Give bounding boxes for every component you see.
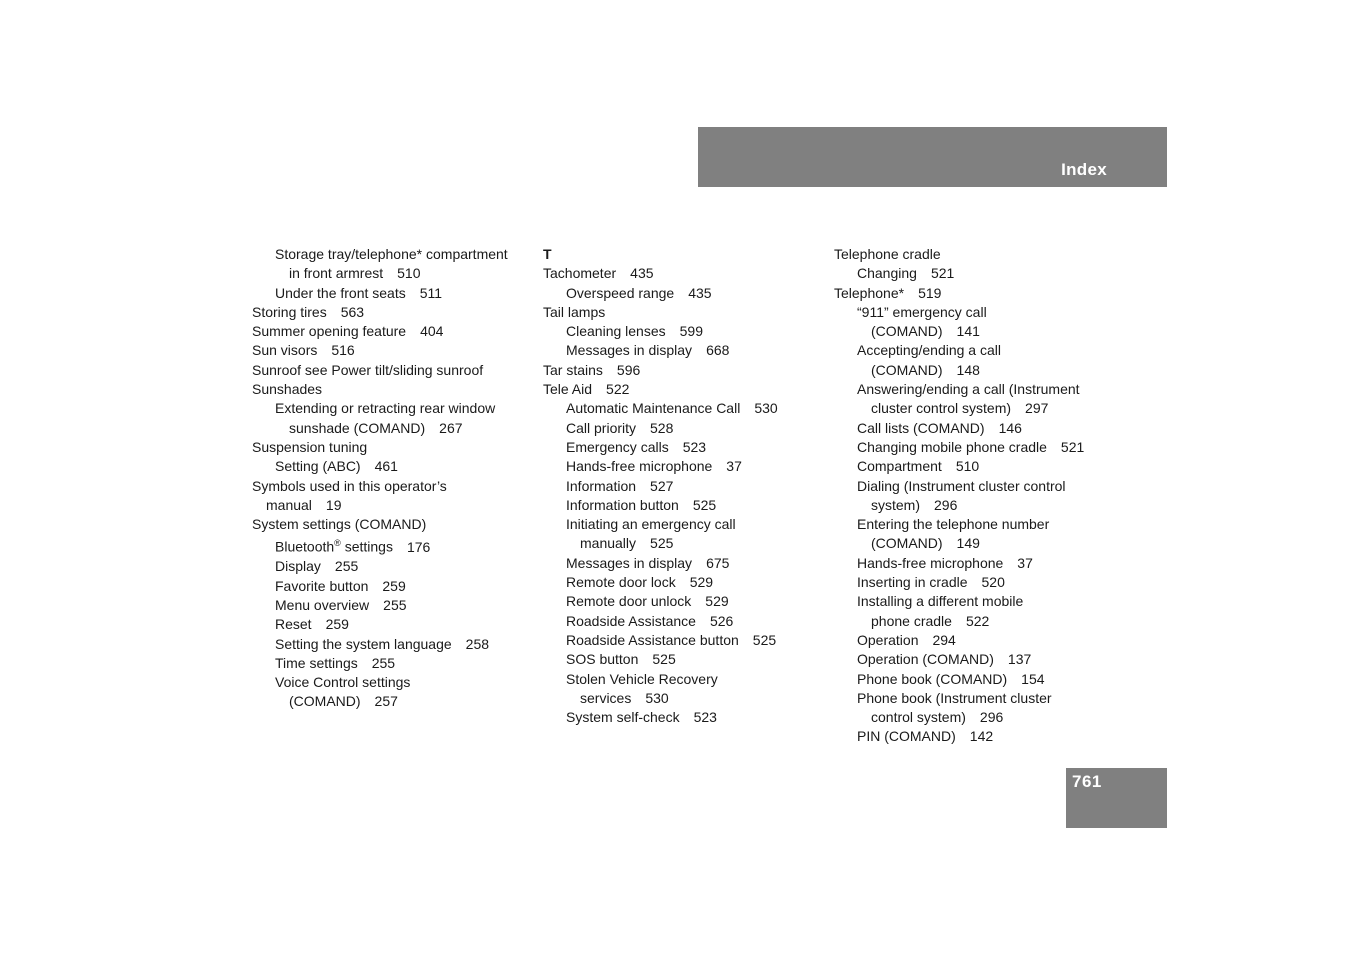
- page-reference: 435: [630, 265, 654, 282]
- index-column-2: [543, 245, 828, 727]
- entry-text: Changing: [857, 265, 917, 282]
- page-reference: 37: [726, 458, 742, 475]
- index-entry: [252, 654, 537, 673]
- index-entry: [834, 631, 1134, 650]
- entry-text: Call lists (COMAND): [857, 419, 985, 436]
- page-number: 761: [1072, 772, 1102, 791]
- index-column-1: [252, 245, 537, 712]
- page-reference: 149: [956, 535, 980, 552]
- index-entry: [543, 612, 828, 631]
- page-reference: 521: [930, 265, 955, 282]
- index-entry: [252, 534, 537, 557]
- entry-text: Favorite button: [275, 577, 369, 594]
- index-entry: [543, 284, 828, 303]
- entry-text: settings: [340, 539, 393, 556]
- page-reference: 137: [1007, 651, 1032, 668]
- entry-text: Roadside Assistance: [566, 612, 696, 629]
- entry-text: Inserting in cradle: [857, 574, 968, 591]
- entry-text: Changing mobile phone cradle: [857, 438, 1047, 455]
- page-reference: 297: [1025, 400, 1049, 417]
- page-reference: 516: [331, 342, 355, 359]
- page-reference: 435: [688, 284, 712, 301]
- entry-text: Messages in display: [566, 342, 693, 359]
- index-entry: [543, 399, 828, 418]
- page-reference: 529: [705, 593, 729, 610]
- index-entry: [543, 515, 828, 534]
- entry-text: “911” emergency call: [857, 303, 987, 320]
- header-bar: [698, 127, 1167, 187]
- index-entry: [543, 496, 828, 515]
- page-reference: 142: [969, 728, 994, 745]
- index-entry: [834, 727, 1134, 746]
- index-entry: [543, 573, 828, 592]
- index-entry: [543, 457, 828, 476]
- index-entry: [252, 635, 537, 654]
- entry-text: Information: [566, 477, 637, 494]
- entry-text: Remote door lock: [566, 574, 676, 591]
- page-reference: 526: [709, 612, 734, 629]
- index-entry: [834, 303, 1134, 322]
- page-reference: 563: [340, 303, 365, 320]
- entry-text: Accepting/ending a call: [857, 342, 1001, 359]
- page-reference: 267: [439, 419, 463, 436]
- entry-text: (COMAND): [871, 323, 943, 340]
- entry-text: Installing a different mobile: [857, 593, 1024, 610]
- page-reference: 529: [689, 574, 714, 591]
- index-entry: [543, 419, 828, 438]
- index-entry: [834, 341, 1134, 360]
- index-entry: [834, 361, 1134, 380]
- index-entry: [834, 670, 1134, 689]
- entry-text: Hands-free microphone: [566, 458, 713, 475]
- page-reference: 520: [981, 574, 1005, 591]
- entry-text: Remote door unlock: [566, 593, 692, 610]
- index-entry: [834, 284, 1134, 303]
- index-entry: [252, 496, 537, 515]
- page-reference: 596: [616, 361, 641, 378]
- index-entry: [252, 399, 537, 418]
- entry-text: Tar stains: [543, 361, 603, 378]
- entry-text: services: [580, 689, 632, 706]
- index-entry: [252, 673, 537, 692]
- page-reference: 148: [956, 361, 980, 378]
- entry-text: System settings (COMAND): [252, 516, 427, 533]
- entry-text: Reset: [275, 616, 312, 633]
- entry-text: Storage tray/telephone* compartment: [275, 246, 508, 262]
- entry-text: (COMAND): [871, 535, 943, 552]
- entry-text: Tachometer: [543, 265, 617, 282]
- index-entry: [252, 477, 537, 496]
- entry-text: phone cradle: [871, 612, 952, 629]
- index-entry: [543, 361, 828, 380]
- entry-text: Extending or retracting rear window: [275, 400, 496, 417]
- index-entry: [834, 380, 1134, 399]
- section-title: Index: [1061, 160, 1107, 179]
- index-entry: [834, 245, 1134, 264]
- index-entry: [834, 515, 1134, 534]
- index-entry: [834, 457, 1134, 476]
- entry-text: Answering/ending a call (Instrument: [857, 381, 1080, 398]
- entry-text: Stolen Vehicle Recovery: [566, 670, 718, 687]
- index-entry: [543, 380, 828, 399]
- entry-text: Under the front seats: [275, 284, 406, 301]
- index-entry: [543, 322, 828, 341]
- index-entry: [252, 577, 537, 596]
- index-entry: [834, 419, 1134, 438]
- page-reference: 521: [1060, 438, 1085, 455]
- index-entry: [543, 689, 828, 708]
- index-entry: [834, 592, 1134, 611]
- entry-text: Dialing (Instrument cluster control: [857, 477, 1066, 494]
- page-reference: 37: [1017, 554, 1033, 571]
- entry-text: Sunshades: [252, 381, 323, 398]
- entry-text: in front armrest: [289, 265, 384, 282]
- page-reference: 255: [334, 558, 359, 575]
- entry-text: Information button: [566, 496, 679, 513]
- page-reference: 525: [650, 535, 674, 552]
- page-reference: 511: [419, 284, 443, 301]
- entry-text: manually: [580, 535, 637, 552]
- page-reference: 530: [645, 689, 669, 706]
- index-entry: [252, 596, 537, 615]
- index-entry: [252, 380, 537, 399]
- index-entry: [543, 708, 828, 727]
- page-reference: 176: [406, 539, 431, 556]
- page-reference: 255: [371, 654, 396, 671]
- page-number-box: [1066, 768, 1167, 828]
- index-entry: [252, 264, 537, 283]
- entry-text: (COMAND): [289, 693, 361, 710]
- index-entry: [252, 515, 537, 534]
- page-reference: 530: [754, 400, 778, 417]
- index-entry: [252, 692, 537, 711]
- entry-text: Storing tires: [252, 303, 327, 320]
- page-reference: 141: [956, 323, 980, 340]
- entry-text: cluster control system): [871, 400, 1012, 417]
- entry-text: Emergency calls: [566, 438, 669, 455]
- entry-text: Phone book (Instrument cluster: [857, 689, 1052, 706]
- page-reference: 294: [932, 631, 956, 648]
- index-entry: [252, 341, 537, 360]
- entry-text: Setting (ABC): [275, 458, 361, 475]
- entry-text: Telephone*: [834, 284, 905, 301]
- index-entry: [834, 399, 1134, 418]
- entry-text: Sun visors: [252, 342, 318, 359]
- entry-text: Hands-free microphone: [857, 554, 1004, 571]
- entry-text: Entering the telephone number: [857, 516, 1050, 533]
- page-reference: 519: [918, 284, 942, 301]
- entry-text: Time settings: [275, 654, 358, 671]
- index-entry: [543, 631, 828, 650]
- entry-text: T: [543, 246, 552, 262]
- entry-text: control system): [871, 709, 966, 726]
- index-entry: [543, 303, 828, 322]
- index-entry: [252, 457, 537, 476]
- index-entry: [834, 322, 1134, 341]
- index-entry: [252, 438, 537, 457]
- entry-text: System self-check: [566, 709, 680, 726]
- page-reference: 255: [383, 597, 407, 613]
- entry-text: Tele Aid: [543, 381, 593, 398]
- page-reference: 461: [374, 458, 398, 475]
- entry-text: Sunroof see Power tilt/sliding sunroof: [252, 361, 484, 378]
- index-entry: [543, 245, 828, 264]
- entry-text: Operation (COMAND): [857, 651, 994, 668]
- entry-text: Roadside Assistance button: [566, 631, 739, 648]
- entry-text: Phone book (COMAND): [857, 670, 1008, 687]
- entry-text: Summer opening feature: [252, 323, 407, 340]
- index-entry: [834, 477, 1134, 496]
- entry-text: Cleaning lenses: [566, 323, 666, 340]
- index-entry: [252, 557, 537, 576]
- page-reference: 528: [650, 419, 674, 436]
- entry-text: Voice Control settings: [275, 674, 411, 691]
- page-reference: 668: [706, 342, 730, 359]
- registered-mark: ®: [334, 538, 341, 549]
- index-entry: [834, 612, 1134, 631]
- page-reference: 296: [979, 709, 1004, 726]
- entry-text: manual: [266, 496, 312, 513]
- page-reference: 522: [965, 612, 990, 629]
- entry-text: Messages in display: [566, 554, 693, 571]
- index-entry: [543, 670, 828, 689]
- page-reference: 510: [955, 458, 980, 475]
- page-reference: 523: [682, 438, 707, 455]
- index-entry: [834, 689, 1134, 708]
- index-entry: [252, 615, 537, 634]
- entry-text: Operation: [857, 631, 919, 648]
- entry-text: Menu overview: [275, 597, 370, 613]
- index-entry: [834, 438, 1134, 457]
- entry-text: Tail lamps: [543, 303, 606, 320]
- entry-text: Bluetooth: [275, 539, 335, 556]
- entry-text: Display: [275, 558, 321, 575]
- index-entry: [543, 341, 828, 360]
- entry-text: PIN (COMAND): [857, 728, 956, 745]
- index-entry: [543, 650, 828, 669]
- page-reference: 527: [650, 477, 674, 494]
- entry-text: system): [871, 496, 920, 513]
- page-reference: 510: [397, 265, 421, 282]
- page-reference: 525: [692, 496, 717, 513]
- entry-text: Automatic Maintenance Call: [566, 400, 741, 417]
- index-entry: [252, 322, 537, 341]
- index-entry: [252, 303, 537, 322]
- page-reference: 154: [1021, 670, 1045, 687]
- page-reference: 257: [374, 693, 398, 710]
- page-reference: 259: [325, 616, 349, 633]
- index-entry: [543, 554, 828, 573]
- page-reference: 522: [606, 381, 630, 398]
- index-entry: [834, 573, 1134, 592]
- page-reference: 525: [752, 631, 777, 648]
- index-entry: [543, 592, 828, 611]
- page-reference: 523: [693, 709, 717, 726]
- page-reference: 404: [420, 323, 444, 340]
- page-reference: 525: [652, 651, 676, 668]
- entry-text: Suspension tuning: [252, 438, 368, 455]
- index-entry: [543, 264, 828, 283]
- index-entry: [543, 534, 828, 553]
- index-entry: [543, 438, 828, 457]
- entry-text: Call priority: [566, 419, 637, 436]
- index-entry: [252, 419, 537, 438]
- index-entry: [834, 708, 1134, 727]
- entry-text: Initiating an emergency call: [566, 516, 736, 533]
- entry-text: Overspeed range: [566, 284, 675, 301]
- entry-text: Symbols used in this operator’s: [252, 477, 447, 494]
- index-column-3: [834, 245, 1134, 747]
- index-entry: [252, 361, 537, 380]
- entry-text: sunshade (COMAND): [289, 419, 426, 436]
- entry-text: Compartment: [857, 458, 942, 475]
- index-entry: [252, 245, 537, 264]
- entry-text: SOS button: [566, 651, 639, 668]
- page-reference: 259: [382, 577, 406, 594]
- page-reference: 258: [465, 635, 490, 652]
- index-entry: [834, 496, 1134, 515]
- entry-text: Setting the system language: [275, 635, 452, 652]
- entry-text: (COMAND): [871, 361, 943, 378]
- page-reference: 146: [998, 419, 1022, 436]
- index-entry: [834, 534, 1134, 553]
- page-reference: 599: [679, 323, 703, 340]
- index-entry: [834, 650, 1134, 669]
- entry-text: Telephone cradle: [834, 246, 941, 262]
- index-entry: [543, 477, 828, 496]
- index-entry: [834, 554, 1134, 573]
- index-entry: [834, 264, 1134, 283]
- index-entry: [252, 284, 537, 303]
- page-reference: 675: [706, 554, 730, 571]
- page-reference: 296: [934, 496, 958, 513]
- page-reference: 19: [325, 496, 342, 513]
